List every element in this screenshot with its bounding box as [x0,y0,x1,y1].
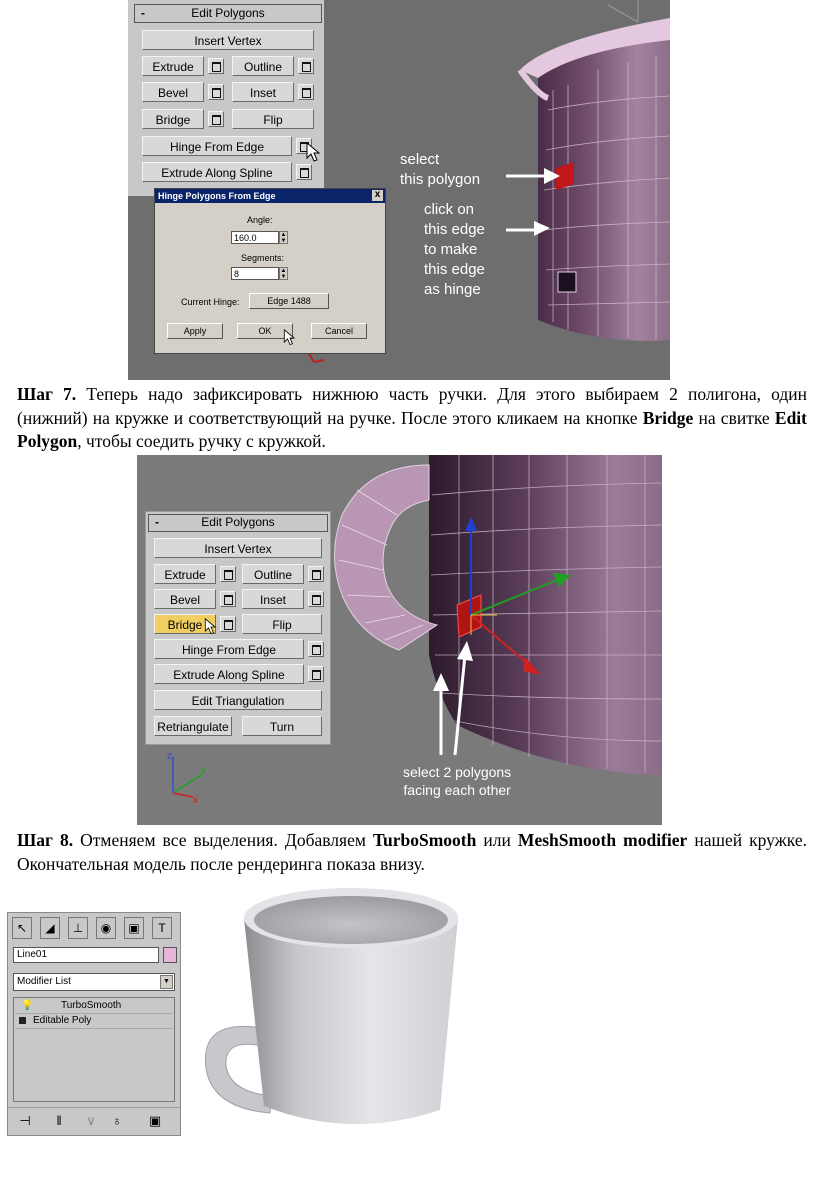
annotation-line: this polygon [400,171,481,188]
configure-sets-icon[interactable]: ▣ [148,1113,162,1128]
bevel-settings-icon[interactable] [220,591,236,607]
mug-interior [254,896,448,944]
mouse-cursor-icon [306,142,322,164]
object-color-swatch[interactable] [163,947,177,963]
angle-label: Angle: [247,215,273,225]
insert-vertex-button[interactable]: Insert Vertex [154,538,322,558]
flip-button[interactable]: Flip [232,109,314,129]
cancel-button[interactable]: Cancel [311,323,367,339]
step7-label: Шаг 7. [17,384,77,404]
stack-item-label: TurboSmooth [61,1000,122,1011]
step8-text: Отменяем все выделения. Добавляем [73,830,373,850]
extrude-settings-icon[interactable] [220,566,236,582]
step8-text: или [476,830,518,850]
plus-box-icon[interactable] [19,1017,26,1024]
figure-bridge-polygons [137,455,662,825]
object-name-field[interactable]: Line01 [13,947,159,963]
annotation-line: to make [424,241,478,258]
step7-text: на свитке [693,407,775,428]
outline-button[interactable]: Outline [232,56,294,76]
click-edge-annotation [424,200,485,300]
bevel-settings-icon[interactable] [208,84,224,100]
chevron-down-icon[interactable]: ▼ [160,975,173,989]
mug-body [244,918,458,1124]
edit-polygons-rollout [145,511,331,745]
modifier-list-label: Modifier List [17,976,71,987]
flip-button[interactable]: Flip [242,614,322,634]
inset-settings-icon[interactable] [298,84,314,100]
hierarchy-tab-icon[interactable]: ⊥ [68,917,88,939]
bridge-term: Bridge [642,407,694,428]
hinge-polygons-dialog [154,188,386,354]
current-hinge-button[interactable]: Edge 1488 [249,293,329,309]
stack-toolbar [8,1107,180,1134]
segments-label: Segments: [241,253,285,263]
modifier-list-dropdown[interactable] [13,973,175,991]
make-unique-icon[interactable]: ∨ [86,1113,96,1128]
step7-text: Теперь надо зафиксировать нижнюю часть ручки. Для этого выбираем 2 полигона, один (нижний) на кружке и соответствующий на ручке. После этого кликаем на кнопке [17,384,807,428]
annotation-line: facing each other [403,782,511,798]
edit-polygon-term: Edit Polygon [17,407,807,451]
bevel-button[interactable]: Bevel [154,589,216,609]
rendered-mug-image [200,878,470,1138]
annotation-line: select 2 polygons [403,764,512,780]
bridge-settings-icon[interactable] [208,111,224,127]
stack-item-label: Editable Poly [33,1015,92,1026]
rollout-title-label: Edit Polygons [201,515,275,529]
select-polygon-annotation [400,150,480,190]
modifier-stack [13,997,175,1102]
mouse-cursor-icon [283,329,297,347]
outline-button[interactable]: Outline [242,564,304,584]
current-hinge-label: Current Hinge: [181,297,240,307]
step8-paragraph [17,829,807,876]
annotation-line: select [400,151,440,168]
extrude-spline-settings-icon[interactable] [296,164,312,180]
step7-text: , чтобы соедить ручку с кружкой. [77,431,326,451]
angle-field[interactable]: 160.0 [231,231,279,244]
rollout-title[interactable] [148,514,328,532]
hinge-from-edge-button[interactable]: Hinge From Edge [142,136,292,156]
display-tab-icon[interactable]: ▣ [124,917,144,939]
extrude-spline-settings-icon[interactable] [308,666,324,682]
bevel-button[interactable]: Bevel [142,82,204,102]
bridge-button[interactable]: Bridge [142,109,204,129]
annotation-line: click on [424,201,475,218]
stack-item-editable-poly[interactable] [15,1014,173,1029]
mouse-cursor-icon [204,618,218,636]
edit-polygons-rollout [128,0,324,196]
inset-settings-icon[interactable] [308,591,324,607]
meshsmooth-term: MeshSmooth modifier [517,830,688,850]
rollout-title[interactable] [134,4,322,23]
remove-modifier-icon[interactable]: ♁ [112,1113,122,1128]
angle-spinner-icon[interactable]: ▲ ▼ [280,232,287,244]
ok-button[interactable]: OK [237,323,293,339]
mug-body [538,40,670,341]
motion-tab-icon[interactable]: ◉ [96,917,116,939]
step8-label: Шаг 8. [17,830,74,850]
select-polygons-annotation [403,763,511,799]
step8-text: нашей кружке. Окончательная модель после рендеринга показа внизу. [17,830,807,874]
edit-triangulation-button[interactable]: Edit Triangulation [154,690,322,710]
axis-x-label: x [193,795,198,806]
create-tab-icon[interactable]: ↖ [12,917,32,939]
show-end-result-icon[interactable]: ‖ [56,1113,62,1128]
extrude-settings-icon[interactable] [208,58,224,74]
bridge-button[interactable]: Bridge [154,614,216,634]
extrude-along-spline-button[interactable]: Extrude Along Spline [154,664,304,684]
lightbulb-icon[interactable]: 💡 [21,1000,34,1011]
turn-button[interactable]: Turn [242,716,322,736]
segments-spinner-icon[interactable]: ▲ ▼ [280,268,287,280]
axis-y-label: y [201,765,206,776]
pin-stack-icon[interactable]: ⊣ [19,1113,31,1128]
annotation-line: this edge [424,221,485,238]
apply-button[interactable]: Apply [167,323,223,339]
extrude-button[interactable]: Extrude [154,564,216,584]
command-panel [7,912,181,1136]
inset-button[interactable]: Inset [232,82,294,102]
modify-tab-icon[interactable]: ◢ [40,917,60,939]
bridge-settings-icon[interactable] [220,616,236,632]
figure-hinge-from-edge [128,0,670,380]
annotation-line: as hinge [424,281,481,298]
annotation-line: this edge [424,261,485,278]
collapse-icon[interactable]: - [141,6,145,20]
inset-button[interactable]: Inset [242,589,304,609]
extrude-along-spline-button[interactable]: Extrude Along Spline [142,162,292,182]
collapse-icon[interactable]: - [155,515,159,529]
outline-settings-icon[interactable] [308,566,324,582]
retriangulate-button[interactable]: Retriangulate [154,716,232,736]
insert-vertex-button[interactable]: Insert Vertex [142,30,314,50]
turbosmooth-term: TurboSmooth [372,830,477,850]
rollout-title-label: Edit Polygons [191,6,265,20]
step7-paragraph [17,383,807,454]
dialog-title-text: Hinge Polygons From Edge [158,191,276,201]
utilities-tab-icon[interactable]: T [152,917,172,939]
axis-z-label: z [167,751,172,762]
extrude-button[interactable]: Extrude [142,56,204,76]
segments-field[interactable]: 8 [231,267,279,280]
outline-settings-icon[interactable] [298,58,314,74]
hinge-from-edge-button[interactable]: Hinge From Edge [154,639,304,659]
stack-item-turbosmooth[interactable] [15,999,173,1014]
hinge-settings-icon[interactable] [308,641,324,657]
dialog-title[interactable] [155,189,385,203]
close-icon[interactable]: x [372,190,383,201]
